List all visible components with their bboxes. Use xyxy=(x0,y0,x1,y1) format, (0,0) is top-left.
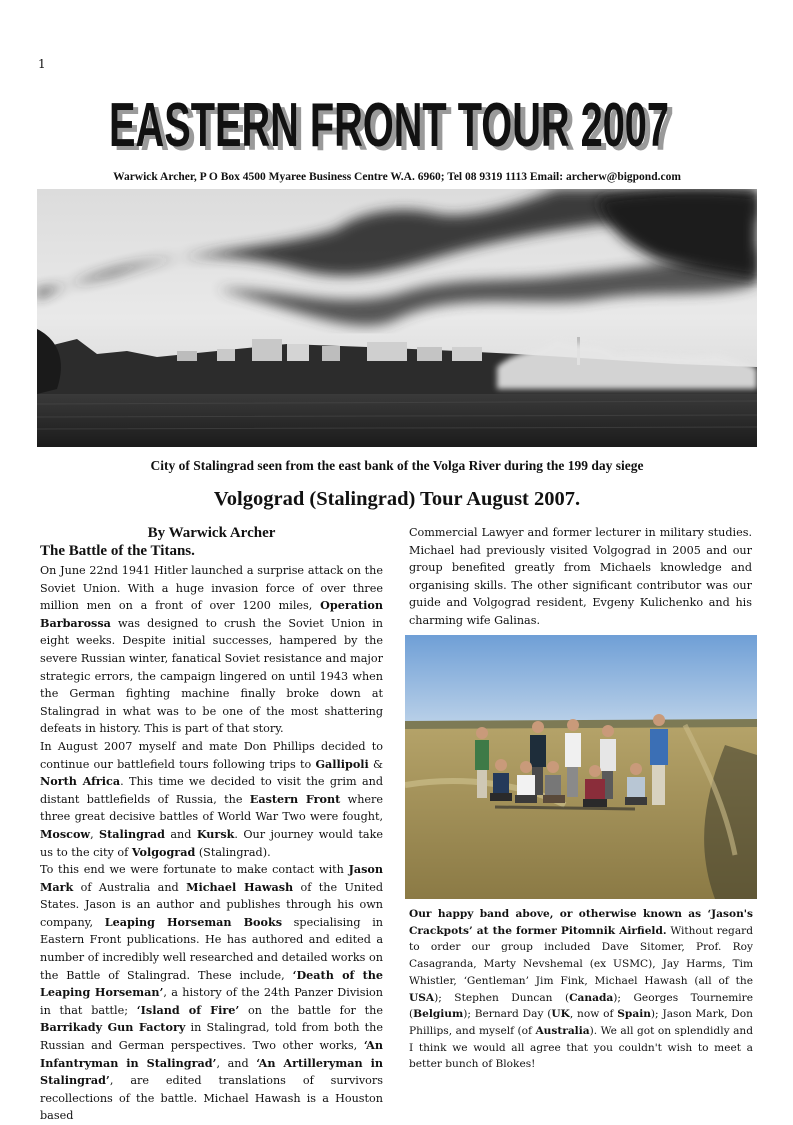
paragraph: Commercial Lawyer and former lecturer in military studies. Michael had previously visited Volgograd in 2005 and our group benefited greatly from Michaels knowledge and organising skills. The other significant contributor was our guide and Volgograd resident, Evgeny Kulichenko and his charming wife Galinas. xyxy=(409,526,752,627)
bold-text: Kursk xyxy=(196,826,235,841)
page-number: 1 xyxy=(38,57,46,71)
bold-text: Operation Barbarossa xyxy=(40,598,383,630)
page-title xyxy=(100,86,680,156)
bold-text: Barrikady Gun Factory xyxy=(40,1020,186,1035)
contact-line: Warwick Archer, P O Box 4500 Myaree Business Centre W.A. 6960; Tel 08 9319 1113 Email: archerw@bigpond.com xyxy=(113,171,681,183)
right-column-intro xyxy=(409,524,752,630)
left-column xyxy=(40,524,383,1125)
paragraph: To this end we were fortunate to make contact with Jason Mark of Australia and Michael Hawash of the United States. Jason is an author and publishes through his own company, Leaping Horseman Books specialising in Eastern Front publications. He has authored and edited a number of incredibly well researched and detailed works on the Battle of Stalingrad. These include, ‘Death of the Leaping Horseman’, a history of the 24th Panzer Division in that battle; ‘Island of Fire’ on the battle for the Barrikady Gun Factory in Stalingrad, told from both the Russian and German perspectives. Two other works, ‘An Infantryman in Stalingrad’, and ‘An Artilleryman in Stalingrad’, are edited translations of survivors recollections of the battle. Michael Hawash is a Houston based xyxy=(40,862,384,1123)
title-art xyxy=(100,86,680,156)
bold-text: ‘An Artilleryman in Stalingrad’ xyxy=(40,1055,383,1088)
bold-text: Spain xyxy=(617,1008,651,1021)
bold-text: Our happy band above, or otherwise known as ‘Jason's Crackpots’ at the former Pitomnik Airfield. xyxy=(409,908,753,937)
byline: By Warwick Archer xyxy=(147,525,276,541)
section-title: The Battle of the Titans. xyxy=(40,543,195,559)
bold-text: North Africa xyxy=(40,774,121,789)
bold-text: USA xyxy=(409,991,435,1004)
bold-text: UK xyxy=(551,1008,570,1021)
bold-text: Australia xyxy=(535,1024,590,1037)
paragraph: In August 2007 myself and mate Don Phillips decided to continue our battlefield tours following trips to Gallipoli & North Africa. This time we decided to visit the grim and distant battlefields of Russia, the Eastern Front where three great decisive battles of World War Two were fought, Moscow, Stalingrad and Kursk. Our journey would take us to the city of Volgograd (Stalingrad). xyxy=(40,739,384,859)
paragraph: Our happy band above, or otherwise known as ‘Jason's Crackpots’ at the former Pitomnik Airfield. Without regard to order our group included Dave Sitomer, Prof. Roy Casagranda, Marty Nevshemal (ex USMC), Jay Harms, Tim Whistler, ‘Gentleman’ Jim Fink, Michael Hawash (all of the USA); Stephen Duncan (Canada); Georges Tournemire (Belgium); Bernard Day (UK, now of Spain); Jason Mark, Don Phillips, and myself (of Australia). We all got on splendidly and I think we would all agree that you couldn't wish to meet a better bunch of Blokes! xyxy=(409,908,753,1071)
stalingrad-photo xyxy=(37,189,757,447)
bold-text: Leaping Horseman Books xyxy=(104,914,282,929)
title-shadow: EASTERN FRONT TOUR 2007 xyxy=(114,95,674,156)
bold-text: Michael Hawash xyxy=(186,879,294,894)
bold-text: ‘Death of the Leaping Horseman’ xyxy=(40,967,384,1000)
bold-text: Canada xyxy=(569,991,614,1004)
bold-text: ‘Island of Fire’ xyxy=(136,1002,240,1017)
group-photo xyxy=(405,635,757,899)
bold-text: Jason Mark xyxy=(40,862,383,894)
bold-text: Moscow xyxy=(40,826,91,841)
bold-text: Stalingrad xyxy=(99,826,165,841)
photo-caption: City of Stalingrad seen from the east bank of the Volga River during the 199 day siege xyxy=(150,458,644,473)
paragraph: On June 22nd 1941 Hitler launched a surprise attack on the Soviet Union. With a huge invasion force of over three million men on a front of over 1200 miles, Operation Barbarossa was designed to crush the Soviet Union in eight weeks. Despite initial successes, hampered by the severe Russian winter, fanatical Soviet resistance and major strategic errors, the campaign lingered on until 1943 when the German fighting machine finally broke down at Stalingrad in what was to be one of the most shattering defeats in history. This is part of that story. xyxy=(40,564,383,736)
headline: Volgograd (Stalingrad) Tour August 2007. xyxy=(213,488,581,510)
bold-text: Volgograd xyxy=(131,844,196,859)
bold-text: Gallipoli xyxy=(315,756,369,771)
bold-text: Belgium xyxy=(413,1008,464,1021)
title-text: EASTERN FRONT TOUR 2007 xyxy=(109,91,669,156)
group-photo-caption xyxy=(409,906,753,1073)
bold-text: ‘An Infantryman in Stalingrad’ xyxy=(40,1038,383,1070)
bold-text: Eastern Front xyxy=(249,791,341,806)
